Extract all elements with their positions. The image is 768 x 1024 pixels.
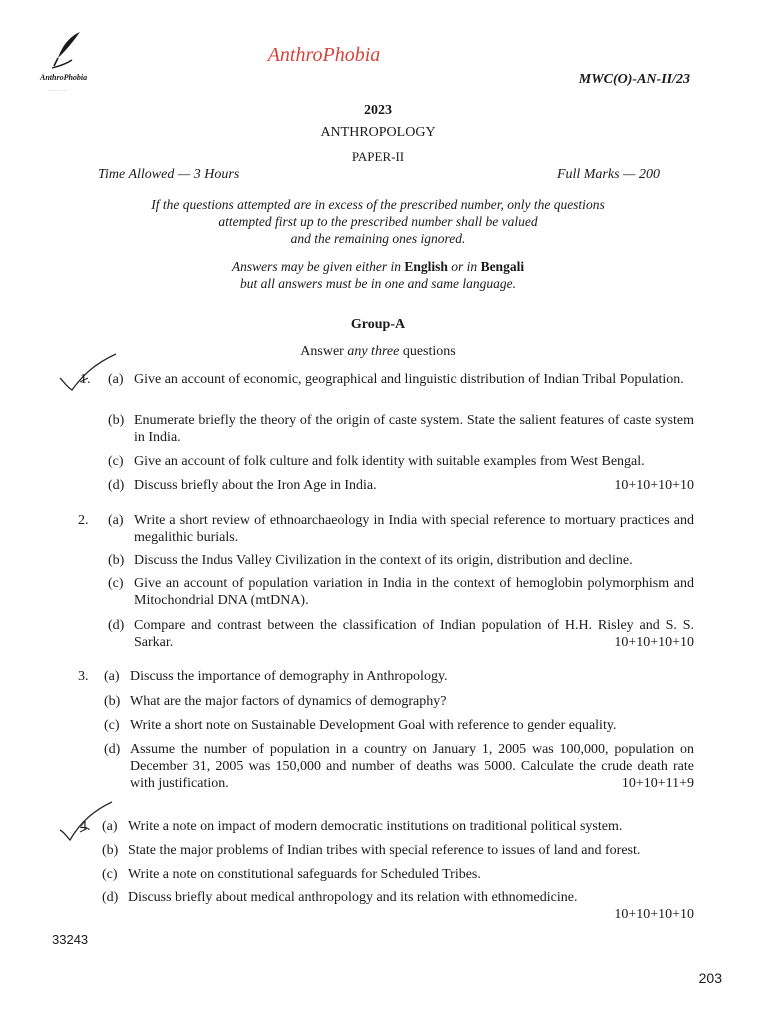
part-label: (c) bbox=[102, 867, 118, 882]
part-text: Enumerate briefly the theory of the origin of caste system. State the salient features of caste system in India. bbox=[134, 413, 694, 445]
part-text: Write a short review of ethnoarchaeology in India with special reference to mortuary practices and megalithic burials. bbox=[134, 513, 694, 545]
answer-text: Answer bbox=[300, 344, 348, 359]
instruction-line: If the questions attempted are in excess of the prescribed number, only the questions bbox=[151, 197, 605, 212]
answer-emphasis: any three bbox=[347, 344, 400, 359]
logo-subtitle: ....... .......... ...... bbox=[48, 88, 67, 92]
part-label: (d) bbox=[104, 742, 121, 757]
part-text: Give an account of economic, geographical and linguistic distribution of Indian Tribal Population. bbox=[134, 372, 684, 387]
part-label: (a) bbox=[104, 669, 120, 684]
part-label: (d) bbox=[108, 618, 125, 633]
language-instruction bbox=[0, 258, 756, 292]
group-title: Group-A bbox=[350, 317, 406, 332]
lang-english: English bbox=[404, 259, 448, 274]
paper-number: PAPER-II bbox=[351, 149, 405, 164]
part-label: (c) bbox=[108, 576, 124, 591]
part-text: Give an account of folk culture and folk identity with suitable examples from West Bengal. bbox=[134, 454, 645, 469]
question-marks: 10+10+10+10 bbox=[614, 907, 694, 922]
part-text: Discuss briefly about the Iron Age in India. bbox=[134, 478, 377, 493]
part-text: Write a note on constitutional safeguards for Scheduled Tribes. bbox=[128, 867, 481, 882]
question-number: 3. bbox=[78, 669, 89, 684]
part-label: (c) bbox=[108, 454, 124, 469]
part-label: (a) bbox=[108, 513, 124, 528]
part-text: Discuss the Indus Valley Civilization in the context of its origin, distribution and decline. bbox=[134, 553, 633, 568]
subject-title: ANTHROPOLOGY bbox=[320, 125, 436, 140]
lang-text: or in bbox=[447, 259, 481, 274]
answer-text: questions bbox=[399, 344, 456, 359]
question-marks: 10+10+11+9 bbox=[621, 776, 694, 791]
instructions bbox=[0, 196, 756, 247]
lang-text: Answers may be given either in bbox=[231, 259, 405, 274]
part-label: (a) bbox=[102, 819, 118, 834]
exam-year: 2023 bbox=[364, 103, 392, 118]
part-text: Discuss the importance of demography in Anthropology. bbox=[130, 669, 448, 684]
part-label: (b) bbox=[104, 694, 121, 709]
lang-line2: but all answers must be in one and same language. bbox=[240, 276, 516, 291]
question-number: 4. bbox=[80, 819, 91, 834]
lang-bengali: Bengali bbox=[480, 259, 525, 274]
instruction-line: attempted first up to the prescribed number shall be valued bbox=[218, 214, 538, 229]
paper-code: MWC(O)-AN-II/23 bbox=[578, 72, 690, 87]
part-label: (b) bbox=[108, 553, 125, 568]
part-label: (a) bbox=[108, 372, 124, 387]
paper-serial: 33243 bbox=[52, 932, 89, 947]
part-text: Compare and contrast between the classification of Indian population of H.H. Risley and S. S. Sarkar. bbox=[134, 618, 694, 650]
part-text: Discuss briefly about medical anthropology and its relation with ethnomedicine. bbox=[128, 890, 578, 905]
instruction-line: and the remaining ones ignored. bbox=[290, 231, 466, 246]
question-marks: 10+10+10+10 bbox=[614, 478, 694, 493]
page-number: 203 bbox=[698, 970, 722, 986]
part-label: (b) bbox=[102, 843, 119, 858]
full-marks: Full Marks — 200 bbox=[556, 167, 660, 182]
logo-text: AnthroPhobia bbox=[40, 73, 88, 82]
brand-watermark: AnthroPhobia bbox=[267, 44, 381, 66]
part-text: Write a short note on Sustainable Development Goal with reference to gender equality. bbox=[130, 718, 617, 733]
part-text: State the major problems of Indian tribes with special reference to issues of land and forest. bbox=[128, 843, 641, 858]
part-label: (c) bbox=[104, 718, 120, 733]
part-label: (d) bbox=[108, 478, 125, 493]
part-text: Write a note on impact of modern democratic institutions on traditional political system. bbox=[128, 819, 623, 834]
question-number: 1. bbox=[80, 372, 91, 387]
part-text: Assume the number of population in a country on January 1, 2005 was 100,000, population on December 31, 2005 was 150,000 and number of deaths was 5000. Calculate the crude death rate with justification. bbox=[130, 742, 694, 791]
part-label: (b) bbox=[108, 413, 125, 428]
part-label: (d) bbox=[102, 890, 119, 905]
part-text: Give an account of population variation in India in the context of hemoglobin polymorphism and Mitochondrial DNA (mtDNA). bbox=[134, 576, 694, 608]
question-number: 2. bbox=[78, 513, 89, 528]
time-allowed: Time Allowed — 3 Hours bbox=[98, 167, 240, 182]
part-text: What are the major factors of dynamics of demography? bbox=[130, 694, 447, 709]
question-marks: 10+10+10+10 bbox=[614, 635, 694, 650]
